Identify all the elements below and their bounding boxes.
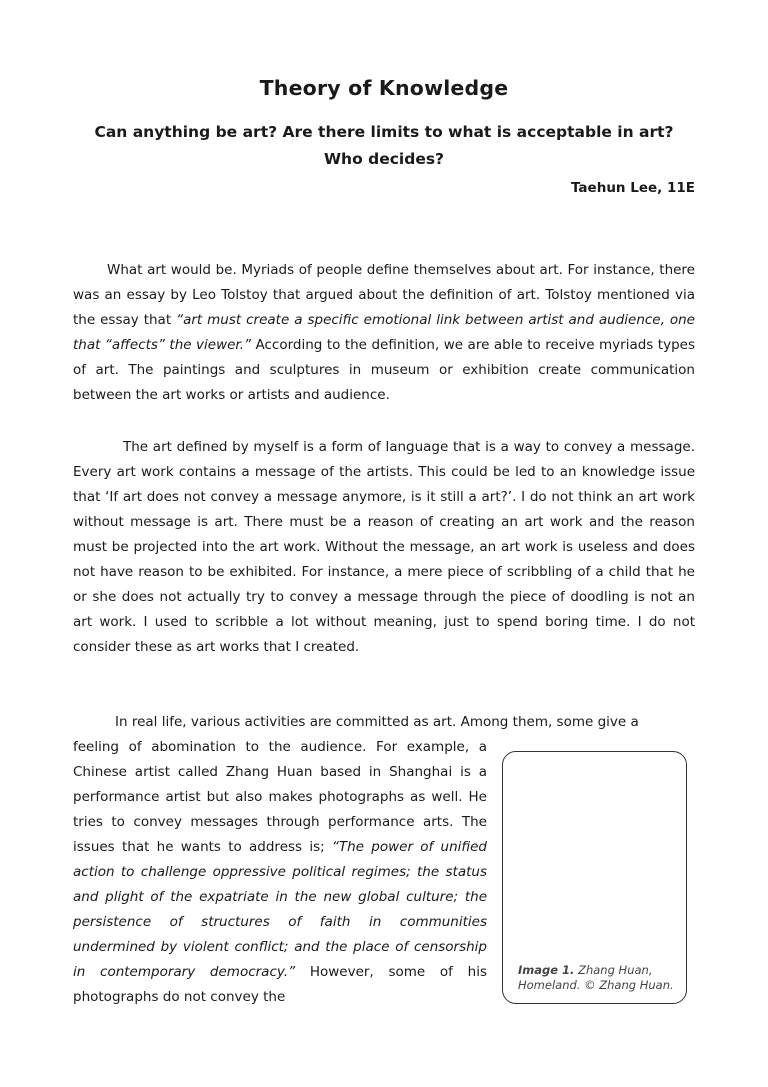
caption-text: Zhang Huan, Homeland. © Zhang Huan. [518, 963, 674, 992]
tolstoy-quote-a: “art must create a specific emotional link between artist and audience, one that [73, 312, 695, 353]
paragraph-1-text-b: According to the definition, we are able to receive myriads types of art. The paintings and sculptures in museum or exhibition create communication between the art works or artists and audience. [73, 337, 695, 403]
paragraph-3-body [73, 735, 487, 1010]
paragraph-2 [73, 435, 695, 660]
image-caption [518, 963, 688, 993]
zhang-huan-quote: “The power of unified action to challenge oppressive political regimes; the status and plight of the expatriate in the new global culture; the persistence of structures of faith in communities undermined by violent conflict; and the place of censorship in contemporary democracy.” [73, 839, 487, 980]
essay-question: Can anything be art? Are there limits to what is acceptable in art? Who decides? [94, 123, 674, 168]
page-title: Theory of Knowledge [259, 76, 509, 100]
paragraph-3-line-text: In real life, various activities are committed as art. Among them, some give a [115, 714, 639, 730]
paragraph-3-text-a: feeling of abomination to the audience. For example, a Chinese artist called Zhang Huan based in Shanghai is a performance artist but also makes photographs as well. He tries to convey messages through performance arts. The issues that he wants to address is; [73, 739, 487, 855]
tolstoy-quote-b: “affects” the viewer.” [104, 337, 252, 353]
paragraph-3-text-b: However, some of his photographs do not convey the [73, 964, 487, 1005]
paragraph-3-first-line [73, 710, 695, 735]
paragraph-1-text-a: What art would be. Myriads of people define themselves about art. For instance, there was an essay by Leo Tolstoy that argued about the definition of art. Tolstoy mentioned via the essay that [73, 262, 695, 328]
paragraph-2-text: The art defined by myself is a form of language that is a way to convey a message. Every art work contains a message of the artists. This could be led to an knowledge issue that ‘If art does not convey a message anymore, is it still a art?’. I do not think an art work without message is art. There must be a reason of creating an art work and the reason must be projected into the art work. Without the message, an art work is useless and does not have reason to be exhibited. For instance, a mere piece of scribbling of a child that he or she does not actually try to convey a message through the piece of doodling is not an art work. I used to scribble a lot without meaning, just to spend boring time. I do not consider these as art works that I created. [73, 439, 695, 655]
caption-label: Image 1. [518, 963, 575, 977]
author-line: Taehun Lee, 11E [570, 180, 695, 196]
paragraph-1 [73, 258, 695, 408]
